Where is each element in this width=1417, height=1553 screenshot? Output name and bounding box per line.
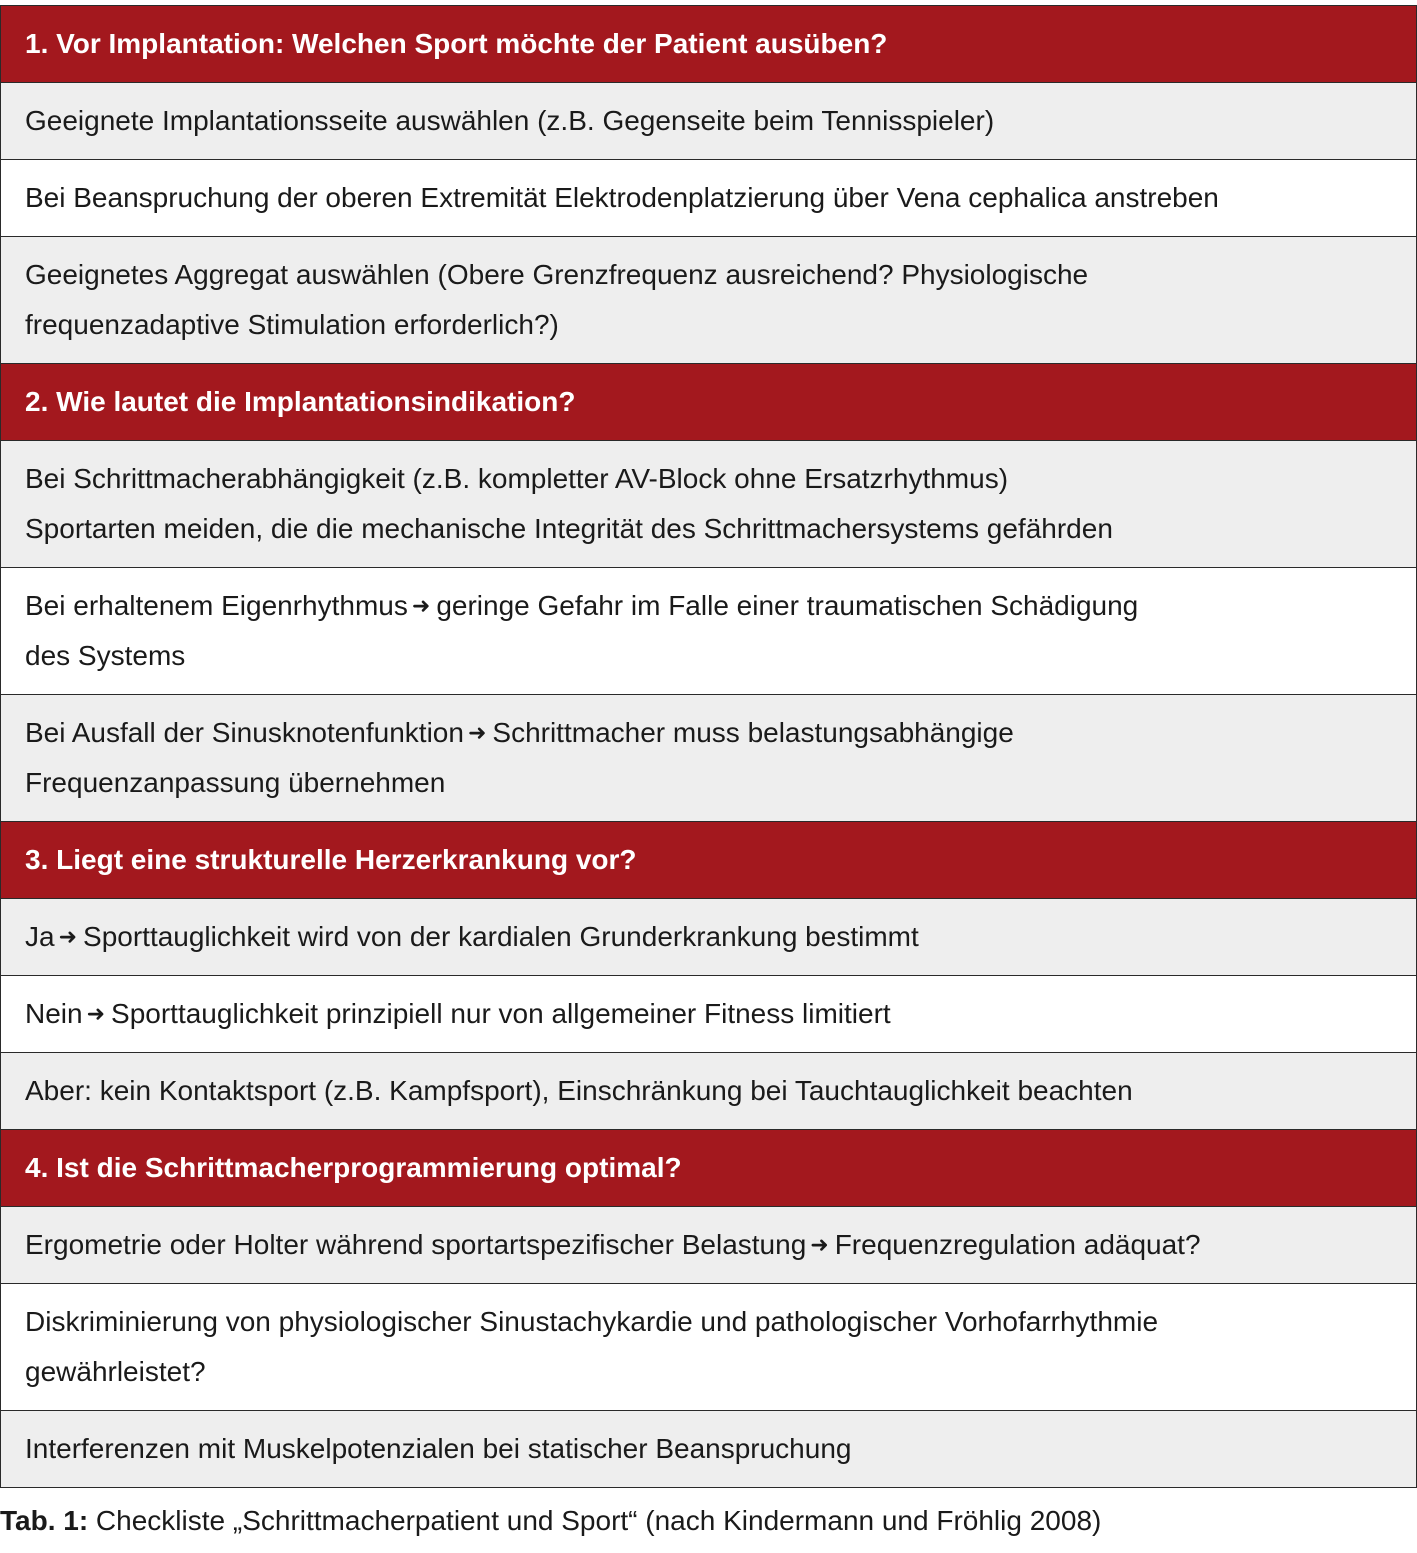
right-arrow-icon: ➜ [467, 720, 487, 745]
table-row [1, 440, 1416, 567]
row-text-before: Nein [25, 998, 83, 1029]
row-text-before: Bei Ausfall der Sinusknotenfunktion [25, 717, 464, 748]
row-text: Geeignetes Aggregat auswählen (Obere Grenzfrequenz ausreichend? Physiologische frequenzadaptive Stimulation erforderlich?) [25, 259, 1089, 340]
row-text [25, 1220, 1201, 1270]
row-text-after: Sporttauglichkeit wird von der kardialen Grunderkrankung bestimmt [83, 921, 919, 952]
row-text [25, 989, 891, 1039]
section-title: 1. Vor Implantation: Welchen Sport möchte der Patient ausüben? [25, 28, 888, 59]
section-header [1, 5, 1416, 82]
row-text: Bei Beanspruchung der oberen Extremität Elektrodenplatzierung über Vena cephalica anstreben [25, 182, 1219, 213]
caption-text: Checkliste „Schrittmacherpatient und Sport“ (nach Kindermann und Fröhlig 2008) [88, 1505, 1102, 1536]
row-text-after: Frequenzregulation adäquat? [834, 1229, 1201, 1260]
table-row [1, 975, 1416, 1052]
table-row [1, 236, 1416, 363]
row-text-before: Ja [25, 921, 55, 952]
row-text-after: Schrittmacher muss belastungsabhängige Frequenzanpassung übernehmen [25, 717, 1014, 798]
table-row [1, 1283, 1416, 1410]
row-text: Bei Schrittmacherabhängigkeit (z.B. kompletter AV-Block ohne Ersatzrhythmus) Sportarten meiden, die die mechanische Integrität des Schrittmachersystems gefährden [25, 463, 1113, 544]
table-row [1, 567, 1416, 694]
section-title: 2. Wie lautet die Implantationsindikation? [25, 386, 576, 417]
right-arrow-icon: ➜ [58, 924, 78, 949]
caption-label: Tab. 1: [0, 1505, 89, 1536]
table-row [1, 1052, 1416, 1129]
section-title: 3. Liegt eine strukturelle Herzerkrankung vor? [25, 844, 637, 875]
row-text [25, 581, 1138, 681]
row-text-before: Bei erhaltenem Eigenrhythmus [25, 590, 408, 621]
table-row [1, 82, 1416, 159]
row-text: Aber: kein Kontaktsport (z.B. Kampfsport), Einschränkung bei Tauchtauglichkeit beachten [25, 1075, 1133, 1106]
row-text [25, 912, 919, 962]
right-arrow-icon: ➜ [411, 593, 431, 618]
right-arrow-icon: ➜ [86, 1001, 106, 1026]
row-text [25, 708, 1014, 808]
row-text: Diskriminierung von physiologischer Sinustachykardie und pathologischer Vorhofarrhythmie gewährleistet? [25, 1306, 1159, 1387]
table-row [1, 694, 1416, 821]
row-text: Interferenzen mit Muskelpotenzialen bei statischer Beanspruchung [25, 1433, 852, 1464]
section-header [1, 363, 1416, 440]
section-header [1, 821, 1416, 898]
table-row [1, 1206, 1416, 1283]
table-row [1, 159, 1416, 236]
checklist-table [0, 5, 1417, 1488]
row-text: Geeignete Implantationsseite auswählen (z.B. Gegenseite beim Tennisspieler) [25, 105, 995, 136]
row-text-before: Ergometrie oder Holter während sportartspezifischer Belastung [25, 1229, 807, 1260]
row-text-after: Sporttauglichkeit prinzipiell nur von allgemeiner Fitness limitiert [111, 998, 891, 1029]
row-text-after: geringe Gefahr im Falle einer traumatischen Schädigung des Systems [25, 590, 1139, 671]
section-header [1, 1129, 1416, 1206]
section-title: 4. Ist die Schrittmacherprogrammierung optimal? [25, 1152, 682, 1183]
table-caption [0, 1505, 1101, 1537]
table-row [1, 1410, 1416, 1487]
table-row [1, 898, 1416, 975]
right-arrow-icon: ➜ [810, 1232, 829, 1257]
